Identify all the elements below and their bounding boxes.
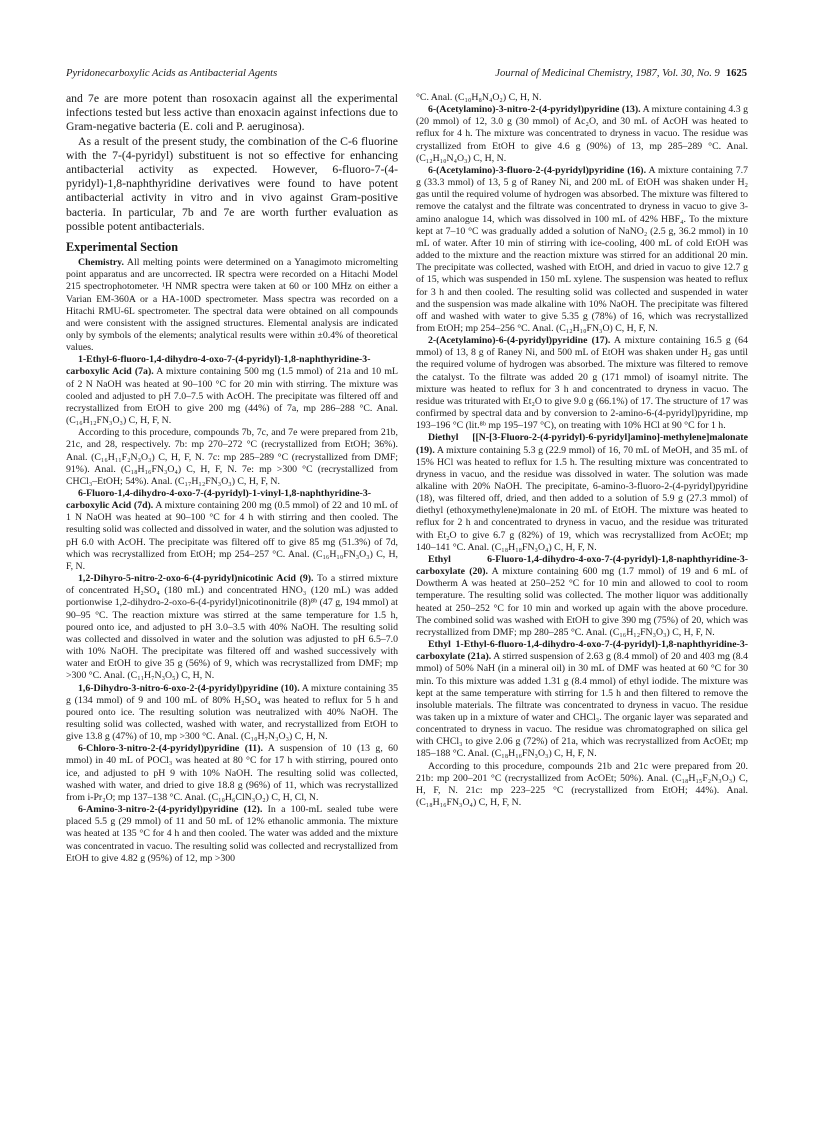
- paragraph-body: A mixture containing 35 g (134 mmol) of 9 and 100 mL of 80% H₂SO₄ was heated to reflux for 5 h and poured onto ice. The resulting solution was neutralized with 40% NaOH. The resulting solid was collected, washed with water, and recrystallized from EtOH to give 13.8 g (47%) of 10, mp >300 °C. Anal. (C₁₀H₇N₃O₃) C, H, N.: [66, 682, 398, 743]
- procedure-16: [416, 165, 748, 335]
- paragraph-body: To a stirred mixture of concentrated H₂SO₄ (180 mL) and concentrated HNO₃ (120 mL) was added portionwise 1,2-dihydro-2-oxo-6-(4-pyridyl)nicotinonitrile (8)⁸ᵇ (47 g, 194 mmol) at 90–95 °C. The reaction mixture was stirred at the same temperature for 1.5 h, poured onto ice, and adjusted to pH 3.0–3.5 with 40% NaOH. The resulting solid was collected and dissolved in water and the solution was adjusted to pH 6.5–7.0 with 10% NaOH. The precipitate was filtered off and washed successively with water and EtOH to give 35 g (56%) of 9, which was recrystallized from DMF; mp >300 °C. Anal. (C₁₁H₇N₃O₅) C, H, N.: [66, 573, 398, 682]
- compound-heading: 1,6-Dihydro-3-nitro-6-oxo-2-(4-pyridyl)pyridine (10).: [78, 682, 300, 694]
- compound-heading: 6-Fluoro-1,4-dihydro-4-oxo-7-(4-pyridyl)-1-vinyl-1,8-naphthyridine-3-carboxylic Acid (7d).: [66, 488, 372, 512]
- chemistry-paragraph: [66, 257, 398, 354]
- procedure-10: [66, 683, 398, 744]
- compound-heading: 6-(Acetylamino)-3-nitro-2-(4-pyridyl)pyridine (13).: [428, 104, 641, 116]
- procedure-12-continued: °C. Anal. (C₁₀H₈N₄O₂) C, H, N.: [416, 92, 542, 103]
- compound-heading: 6-(Acetylamino)-3-fluoro-2-(4-pyridyl)pyridine (16).: [428, 164, 647, 176]
- procedure-19: [416, 432, 748, 554]
- paragraph-body: A mixture containing 600 mg (1.7 mmol) of 19 and 6 mL of Dowtherm A was heated at 250–252 °C for 10 min and allowed to cool to room temperature. The resulting solid was collected. The mother liquor was additionally heated at 250–252 °C for 10 min and worked up again with the above procedure. The combined solid was washed with EtOH to give 390 mg (75%) of 20, which was recrystallized from DMF; mp 280–285 °C. Anal. (C₁₆H₁₂FN₃O₃) C, H, F, N.: [416, 566, 748, 638]
- procedure-7d: [66, 488, 398, 573]
- paragraph-body: A mixture containing 5.3 g (22.9 mmol) of 16, 70 mL of MeOH, and 35 mL of 15% HCl was heated to reflux for 1.5 h. The resulting mixture was concentrated to dryness in vacuo, and the residue was dissolved in water. The solution was made alkaline with 20% NaOH. The precipitate, 6-amino-3-fluoro-2-(4-pyridyl)pyridine (18), was filtered off, dried, and then added to a solution of 5.9 g (27.3 mmol) of diethyl (ethoxymethylene)malonate in 20 mL of EtOH. The mixture was heated to reflux for 2 h and concentrated to dryness in vacuo, and the residue was triturated with Et₂O to give 6.7 g (82%) of 19, which was recrystallized from AcOEt; mp 140–141 °C. Anal. (C₁₈H₁₈FN₃O₄) C, H, F, N.: [416, 444, 748, 553]
- conclusion-paragraph: As a result of the present study, the combination of the C-6 fluorine with the 7-(4-pyridyl) substituent is not so effective for enhancing antibacterial activity as expected. However, 6-fluoro-7-(4-pyridyl)-1,8-naphthyridine derivatives were found to have potent antibacterial activity in vitro and in vivo against Gram-positive bacteria. In particular, 7b and 7e are worth further evaluation as possible potent antibacterials.: [66, 134, 398, 233]
- procedure-13: [416, 104, 748, 165]
- procedure-21b-21c: According to this procedure, compounds 21b and 21c were prepared from 20. 21b: mp 200–201 °C (recrystallized from AcOEt; 50%). Anal. (C₁₈H₁₅F₂N₃O₃) C, H, F, N. 21c: mp 223–225 °C (recrystallized from EtOH; 44%). Anal. (C₁₈H₁₆FN₃O₄) C, H, F, N.: [416, 760, 748, 809]
- procedure-20: [416, 554, 748, 639]
- procedure-21a: [416, 639, 748, 761]
- journal-citation: [495, 66, 747, 82]
- compound-heading: Ethyl 1-Ethyl-6-fluoro-1,4-dihydro-4-oxo-7-(4-pyridyl)-1,8-naphthyridine-3-carboxylate (21a).: [416, 639, 748, 663]
- paragraph-body: A mixture containing 16.5 g (64 mmol) of 13, 8 g of Raney Ni, and 500 mL of EtOH was shaken under H₂ gas until the required volume of hydrogen was absorbed. The mixture was filtered to remove the catalyst. To the filtrate was added 20 g (171 mmol) of isoamyl nitrite. The mixture was heated to reflux for 3 h and concentrated to dryness in vacuo. The residue was triturated with Et₂O to give 9.0 g (66.1%) of 17. The structure of 17 was confirmed by spectral data and by conversion to 2-amino-6-(4-pyridyl)pyridine, mp 193–196 °C (lit.⁸ᵇ mp 195–197 °C), on treating with 10% HCl at 90 °C for 1 h.: [416, 335, 748, 432]
- section-heading: Experimental Section: [66, 240, 179, 255]
- running-title: Pyridonecarboxylic Acids as Antibacterial Agents: [66, 68, 278, 79]
- paragraph-body: A mixture containing 7.7 g (33.3 mmol) of 13, 5 g of Raney Ni, and 200 mL of EtOH was shaken under H₂ gas until the required volume of hydrogen was absorbed. The mixture was filtered to remove the catalyst and the filtrate was concentrated to dryness in vacuo to give 3-amino analogue 14, which was dissolved in 100 mL of 42% HBF₄. To the mixture kept at 7–10 °C was gradually added a solution of NaNO₂ (2.5 g, 36.2 mmol) in 10 mL of water. After 10 min of stirring with ice-cooling, 400 mL of cold EtOH was added to the mixture and the reaction mixture was stirred for an additional 20 min. The precipitate was collected, washed with EtOH, and dried in vacuo to give 12.7 g of 15, which was suspended in 150 mL xylene. The suspension was heated to reflux for 3 h and then cooled. The resulting solid was collected and suspended in water and the suspension was made alkaline with 10% NaOH. The precipitate was filtered off and washed with water to give 5.35 g (78%) of 16, which was recrystallized from EtOH; mp 254–256 °C. Anal. (C₁₂H₁₀FN₃O) C, H, F, N.: [416, 164, 748, 334]
- compound-heading: 1,2-Dihyro-5-nitro-2-oxo-6-(4-pyridyl)nicotinic Acid (9).: [78, 573, 314, 585]
- discussion-paragraph: and 7e are more potent than rosoxacin against all the experimental infections tested but less active than enoxacin against infections due to Gram-negative bacteria (E. coli and P. aeruginosa).: [66, 92, 398, 134]
- procedure-9: [66, 573, 398, 682]
- page-number: 1625: [725, 68, 747, 79]
- paragraph-body: A mixture containing 4.3 g (20 mmol) of 12, 3.0 g (30 mmol) of Ac₂O, and 30 mL of AcOH was heated to reflux for 4 h. The mixture was concentrated to dryness in vacuo. The residue was crystallized from EtOH to give 4.6 g (90%) of 13, mp 285–289 °C. Anal. (C₁₂H₁₀N₄O₃) C, H, N.: [416, 104, 748, 164]
- compound-heading: 6-Chloro-3-nitro-2-(4-pyridyl)pyridine (11).: [78, 743, 263, 755]
- paragraph-body: All melting points were determined on a Yanagimoto micromelting point apparatus and are uncorrected. IR spectra were recorded on a Hitachi Model 215 spectrophotometer. ¹H NMR spectra were taken at 60 or 100 MHz on either a Varian EM-360A or a HA-100D spectrometer. Mass spectra was recorded on a Hitachi RMU-6L spectrometer. The spectral data were obtained on all compounds and were consistent with the assigned structures. Elemental analysis are indicated only by symbols of the elements; analytical results were within ±0.4% of theoretical values.: [66, 257, 398, 354]
- compound-heading: 2-(Acetylamino)-6-(4-pyridyl)pyridine (17).: [428, 335, 611, 347]
- left-column: [66, 92, 398, 1102]
- paragraph-body: A suspension of 10 (13 g, 60 mmol) in 40 mL of POCl₃ was heated at 80 °C for 17 h with stirring, poured onto ice, and adjusted to pH 9 with 10% NaOH. The resulting solid was collected, washed with water, and dried to give 18.8 g (96%) of 11, which was recrystallized from i-Pr₂O; mp 137–138 °C. Anal. (C₁₀H₆ClN₃O₂) C, H, Cl, N.: [66, 743, 398, 803]
- run-in-heading: Chemistry.: [78, 257, 124, 269]
- paragraph-body: A stirred suspension of 2.63 g (8.4 mmol) of 20 and 403 mg (8.4 mmol) of 50% NaH (in a mineral oil) in 30 mL of DMF was heated at 60 °C for 30 min. To this mixture was added 1.31 g (8.4 mmol) of ethyl iodide. The mixture was kept at the same temperature with stirring for 1.5 h and then filtered to remove the insoluble materials. The filtrate was concentrated to dryness in vacuo. The residue was taken up in a mixture of water and CHCl₃. The organic layer was separated and concentrated to dryness in vacuo. The residue was chromatographed on silica gel with CHCl₃ to give 2.06 g (72%) of 21a, which was recrystallized from AcOEt; mp 185–188 °C. Anal. (C₁₈H₁₆FN₃O₃) C, H, F, N.: [416, 651, 748, 760]
- paragraph-body: A mixture containing 200 mg (0.5 mmol) of 22 and 10 mL of 1 N NaOH was heated at 90–100 °C for 4 h with stirring and then cooled. The resulting solid was collected and dissolved in water, and the solution was adjusted to pH 6.0 with AcOH. The precipitate was filtered off to give 85 mg (51.3%) of 7d, which was recrystallized from EtOH; mp 254–257 °C. Anal. (C₁₆H₁₀FN₃O₃) C, H, F, N.: [66, 500, 398, 572]
- journal-name: Journal of Medicinal Chemistry, 1987, Vol. 30, No. 9: [495, 68, 720, 79]
- compound-heading: Ethyl 6-Fluoro-1,4-dihydro-4-oxo-7-(4-pyridyl)-1,8-naphthyridine-3-carboxylate (20).: [416, 553, 748, 578]
- paragraph-body: A mixture containing 500 mg (1.5 mmol) of 21a and 10 mL of 2 N NaOH was heated at 90–100 °C for 20 min with stirring. The mixture was cooled and adjusted to pH 7.0–7.5 with AcOH. The precipitate was filtered off and recrystallized from EtOH to give 200 mg (44%) of 7a, mp 286–288 °C. Anal. (C₁₆H₁₂FN₃O₃) C, H, F, N.: [66, 366, 398, 427]
- procedure-7b-7c-7e: According to this procedure, compounds 7b, 7c, and 7e were prepared from 21b, 21c, and 28, respectively. 7b: mp 270–272 °C (recrystallized from EtOH; 36%). Anal. (C₁₆H₁₁F₂N₃O₃) C, H, F, N. 7c: mp 285–289 °C (recrystallized from DMF; 91%). Anal. (C₁₈H₁₆FN₃O₄) C, H, F, N. 7e: mp >300 °C (recrystallized from CHCl₃–EtOH; 54%). Anal. (C₁₇H₁₂FN₃O₃) C, H, F, N.: [66, 427, 398, 487]
- running-header: [66, 66, 747, 82]
- paragraph-body: In a 100-mL sealed tube were placed 5.5 g (29 mmol) of 11 and 50 mL of 12% ethanolic ammonia. The mixture was heated at 135 °C for 4 h and then cooled. The water was added and the mixture was concentrated in vacuo. The resulting solid was collected and recrystallized from EtOH to give 4.82 g (95%) of 12, mp >300: [66, 804, 398, 864]
- procedure-11: [66, 743, 398, 804]
- right-column: [416, 92, 748, 1102]
- procedure-7a: [66, 354, 398, 427]
- compound-heading: 1-Ethyl-6-fluoro-1,4-dihydro-4-oxo-7-(4-pyridyl)-1,8-naphthyridine-3-carboxylic Acid (7a).: [66, 354, 371, 378]
- compound-heading: 6-Amino-3-nitro-2-(4-pyridyl)pyridine (12).: [78, 804, 263, 816]
- compound-heading: Diethyl [[N-[3-Fluoro-2-(4-pyridyl)-6-pyridyl]amino]-methylene]malonate (19).: [416, 432, 748, 456]
- procedure-12: [66, 804, 398, 865]
- procedure-17: [416, 335, 748, 432]
